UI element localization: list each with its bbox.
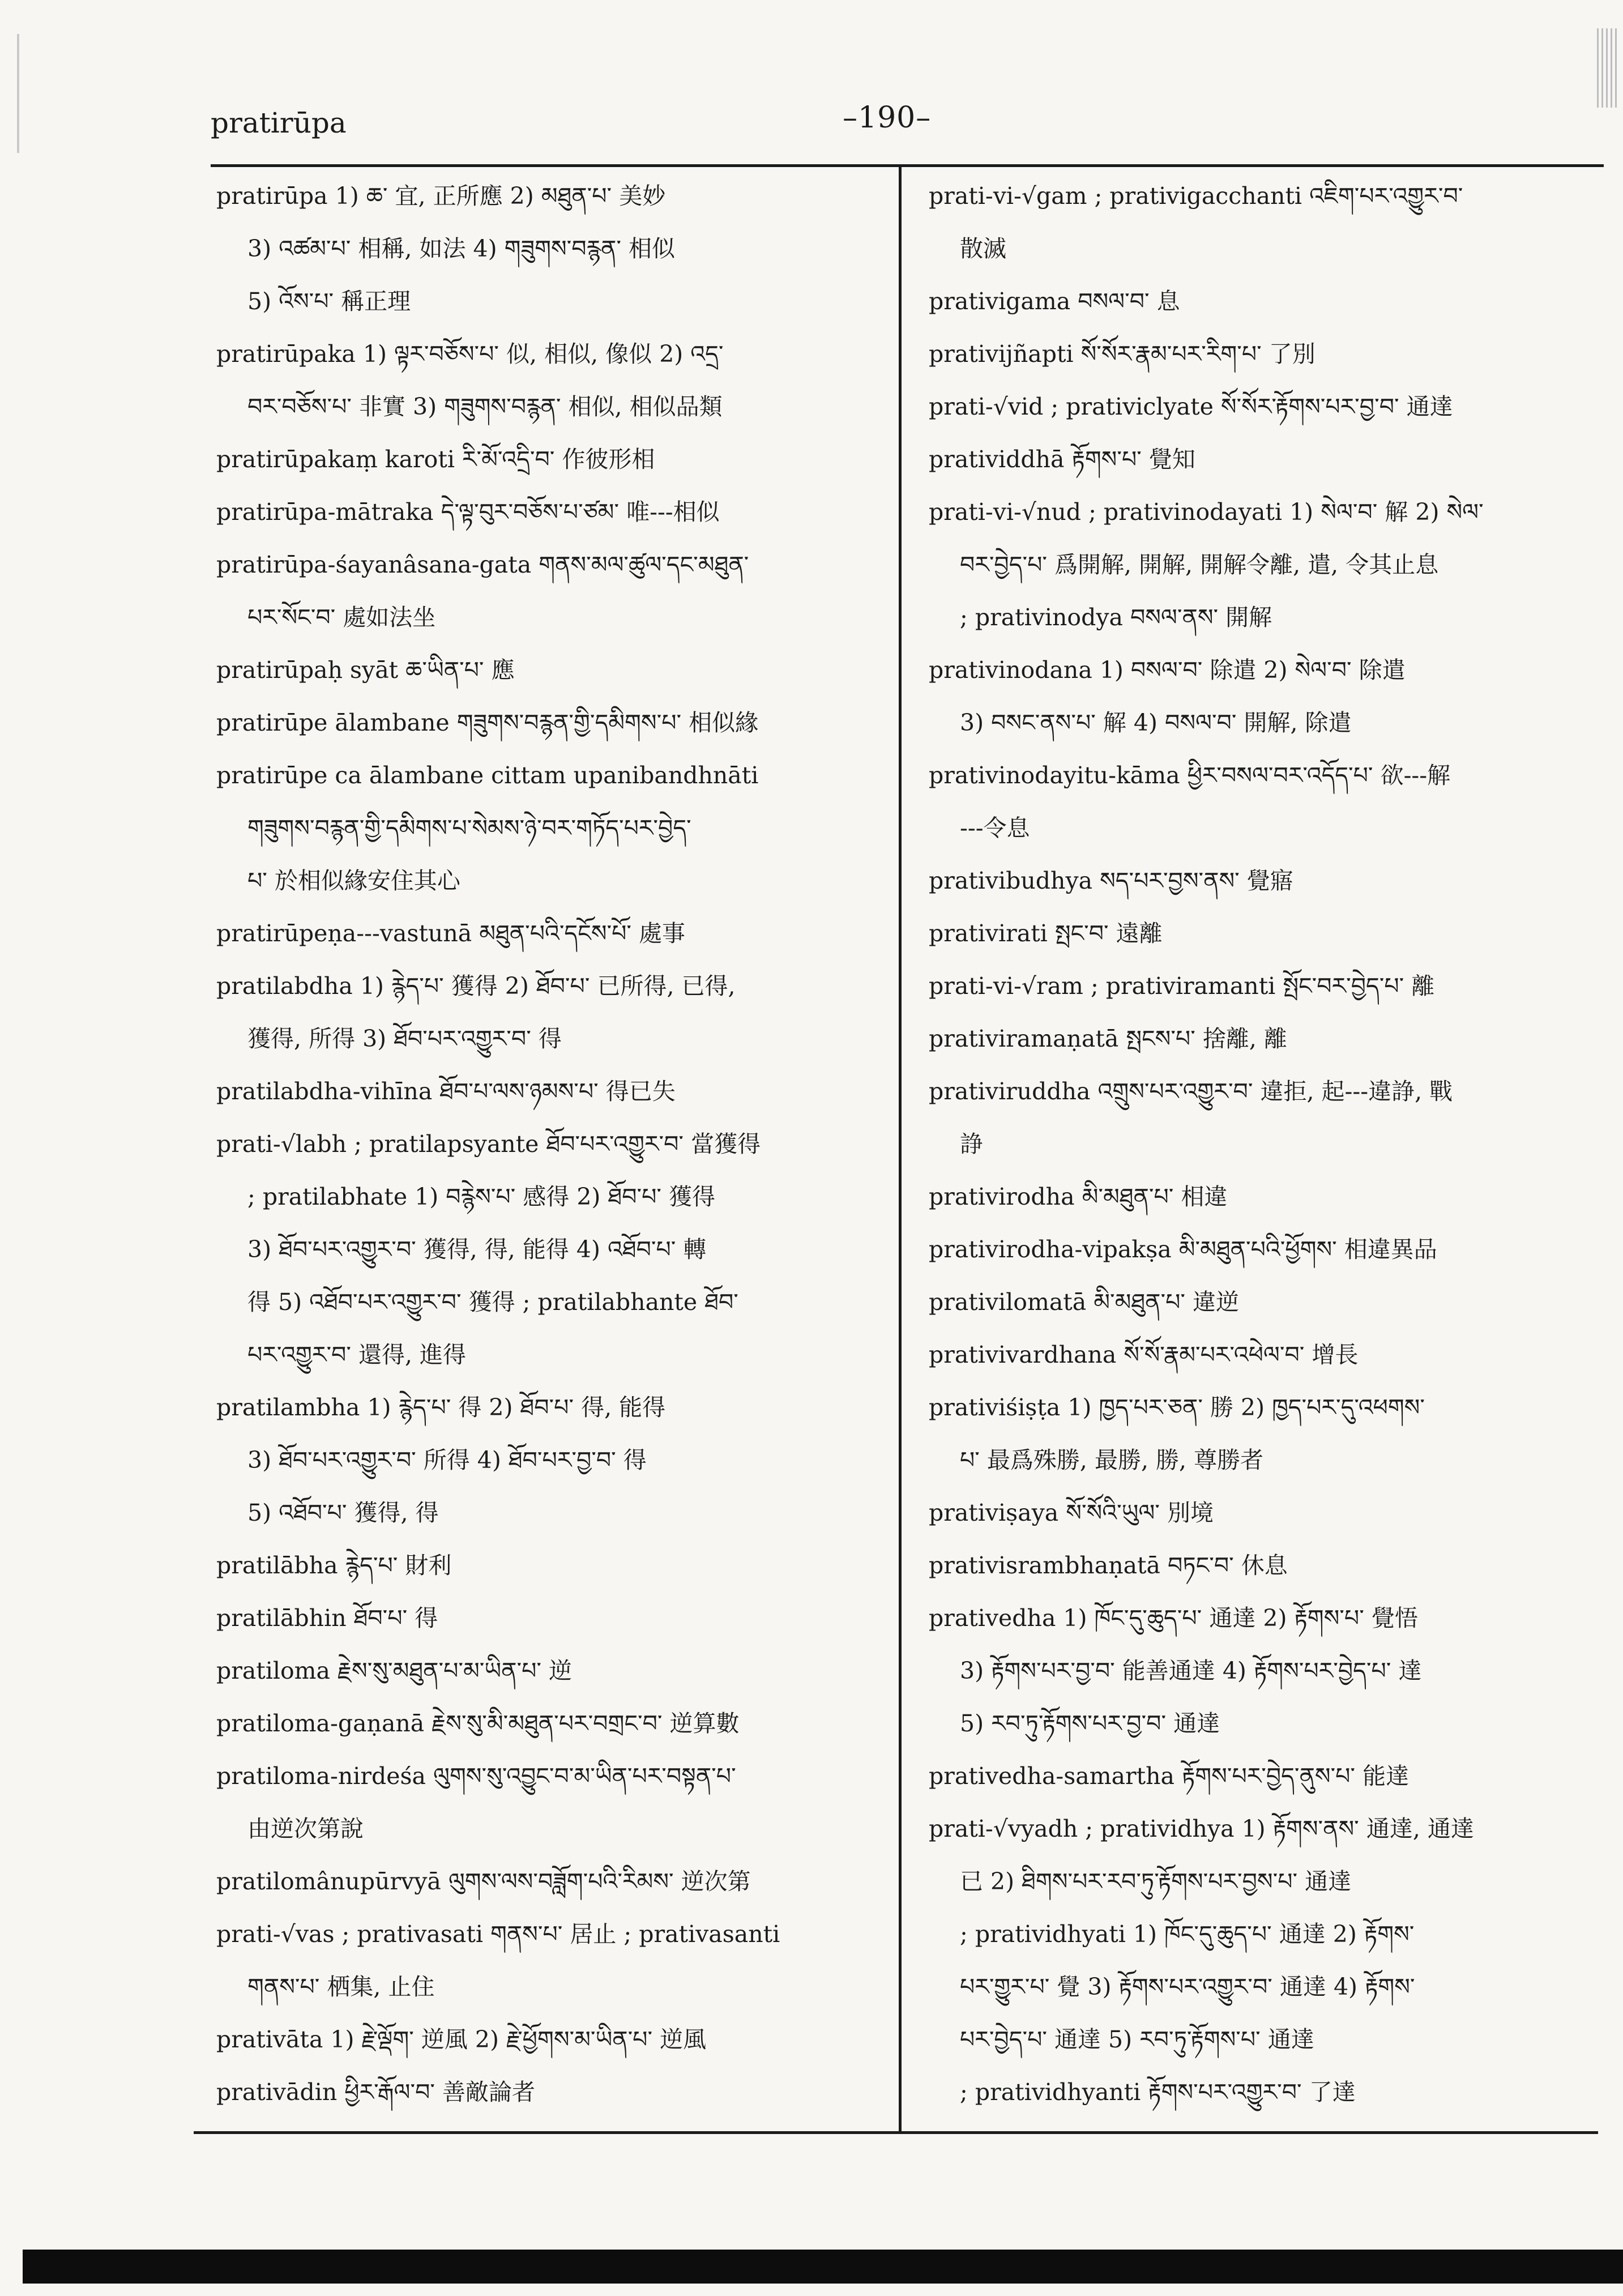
entry-headline: pratilābha རྙེད་པ་ 財利: [216, 1552, 452, 1579]
entry-headline: prati-vi-√nud ; prativinodayati 1) སེལ་བ་ 解 2) སེལ་: [929, 498, 1484, 526]
dictionary-entry: [216, 644, 879, 697]
dictionary-entry: [216, 170, 879, 328]
entry-headline: pratividdhā རྟོགས་པ་ 覺知: [929, 446, 1195, 473]
dictionary-entry: [216, 486, 879, 539]
entry-continuation: 3) ཐོབ་པར་འགྱུར་བ་ 所得 4) ཐོབ་པར་བྱ་བ་ 得: [247, 1446, 647, 1474]
page-number: –190–: [843, 101, 932, 135]
left-column: [216, 170, 879, 2118]
entry-headline: pratirūpe ālambane གཟུགས་བརྙན་གྱི་དམིགས་པ་ 相似緣: [216, 709, 759, 736]
entry-headline: prativinodana 1) བསལ་བ་ 除遣 2) སེལ་བ་ 除遣: [929, 656, 1406, 684]
entry-continuation: ; prativinodya བསལ་ནས་ 開解: [960, 604, 1272, 631]
entry-headline: pratiloma རྗེས་སུ་མཐུན་པ་མ་ཡིན་པ་ 逆: [216, 1657, 572, 1684]
scan-bottom-shadow: [23, 2250, 1623, 2284]
entry-continuation: 3) བསང་ནས་པ་ 解 4) བསལ་བ་ 開解, 除遣: [960, 709, 1352, 736]
dictionary-entry: [216, 1855, 879, 1908]
entry-headline: prativijñapti སོ་སོར་རྣམ་པར་རིག་པ་ 了別: [929, 340, 1316, 368]
entry-continuation: 5) རབ་ཏུ་རྟོགས་པར་བྱ་བ་ 通達: [960, 1710, 1220, 1737]
entry-continuation: ; pratilabhate 1) བརྙེས་པ་ 感得 2) ཐོབ་པ་ 獲得: [247, 1183, 716, 1210]
entry-headline: prativisrambhaṇatā བཏང་བ་ 休息: [929, 1552, 1288, 1579]
entry-headline: pratirūpa-mātraka དེ་ལྟ་བུར་བཅོས་པ་ཙམ་ 唯---相似: [216, 498, 720, 526]
entry-headline: prativedha-samartha རྟོགས་པར་བྱེད་ནུས་པ་ 能達: [929, 1762, 1410, 1790]
dictionary-entry: [216, 433, 879, 486]
dictionary-entry: [216, 907, 879, 960]
dictionary-entry: [216, 2066, 879, 2118]
entry-headline: prativedha 1) ཁོང་དུ་ཆུད་པ་ 通達 2) རྟོགས་པ་ 覺悟: [929, 1604, 1418, 1632]
dictionary-entry: [216, 1908, 879, 2013]
entry-continuation: པར་བྱེད་པ་ 通達 5) རབ་ཏུ་རྟོགས་པ་ 通達: [960, 2026, 1314, 2053]
dictionary-entry: [929, 1539, 1591, 1592]
entry-continuation: 得 5) འཐོབ་པར་འགྱུར་བ་ 獲得 ; pratilabhante ཐོབ་: [247, 1288, 738, 1316]
dictionary-entry: [929, 1223, 1591, 1276]
running-head: pratirūpa: [211, 106, 347, 139]
dictionary-entry: [929, 1592, 1591, 1750]
scan-corner-mark: [1597, 28, 1620, 108]
entry-continuation: 3) ཐོབ་པར་འགྱུར་བ་ 獲得, 得, 能得 4) འཐོབ་པ་ 轉: [247, 1236, 707, 1263]
dictionary-entry: [929, 1013, 1591, 1065]
entry-continuation: 散滅: [960, 235, 1006, 262]
entry-continuation: ; pratividhyanti རྟོགས་པར་འགྱུར་བ་ 了達: [960, 2079, 1356, 2106]
entry-continuation: 已 2) ཐིགས་པར་རབ་ཏུ་རྟོགས་པར་བྱས་པ་ 通達: [960, 1868, 1352, 1895]
entry-headline: prativiruddha འགྲུས་པར་འགྱུར་བ་ 違拒, 起---違諍, 戰: [929, 1078, 1453, 1105]
entry-headline: prativirati སྤང་བ་ 遠離: [929, 920, 1163, 947]
entry-headline: prati-vi-√ram ; prativiramanti སྤོང་བར་བྱེད་པ་ 離: [929, 972, 1435, 1000]
dictionary-entry: [216, 1645, 879, 1697]
entry-headline: prativigama བསལ་བ་ 息: [929, 288, 1180, 315]
dictionary-entry: [216, 539, 879, 644]
entry-continuation: 由逆次第說: [247, 1815, 364, 1842]
scan-edge-mark: [17, 34, 19, 153]
footer-rule: [194, 2131, 1598, 2134]
entry-continuation: པར་སོང་བ་ 處如法坐: [247, 604, 436, 631]
dictionary-entry: [929, 1276, 1591, 1329]
entry-continuation: པར་འགྱུར་བ་ 還得, 進得: [247, 1341, 467, 1368]
entry-headline: prativivardhana སོ་སོ་རྣམ་པར་འཕེལ་བ་ 增長: [929, 1341, 1359, 1368]
entry-headline: prati-vi-√gam ; prativigacchanti འཇིག་པར་འགྱུར་བ་: [929, 182, 1463, 210]
entry-headline: prativibudhya སད་པར་བྱས་ནས་ 覺寤: [929, 867, 1293, 894]
entry-headline: pratirūpa 1) ཆ་ 宜, 正所應 2) མཐུན་པ་ 美妙: [216, 182, 666, 210]
entry-headline: pratirūpeṇa---vastunā མཐུན་པའི་དངོས་པོ་ 處事: [216, 920, 686, 947]
entry-continuation: བར་བཅོས་པ་ 非實 3) གཟུགས་བརྙན་ 相似, 相似品類: [247, 393, 723, 420]
dictionary-entry: [929, 1171, 1591, 1223]
dictionary-entry: [929, 749, 1591, 855]
entry-continuation: པ་ 於相似緣安住其心: [247, 867, 460, 894]
entry-continuation: ---令息: [960, 814, 1030, 842]
header-rule: [211, 164, 1604, 167]
dictionary-entry: [929, 960, 1591, 1013]
entry-headline: prativāta 1) རྗེ་ལྡོག་ 逆風 2) རྗེ་ཕྱོགས་མ་ཡིན་པ་ 逆風: [216, 2026, 707, 2053]
dictionary-entry: [216, 1750, 879, 1855]
dictionary-entry: [216, 697, 879, 749]
entry-headline: pratirūpaḥ syāt ཆ་ཡིན་པ་ 應: [216, 656, 515, 684]
dictionary-entry: [929, 907, 1591, 960]
entry-continuation: 5) འཐོབ་པ་ 獲得, 得: [247, 1499, 439, 1526]
right-column: [929, 170, 1591, 2118]
dictionary-entry: [216, 2013, 879, 2066]
entry-headline: pratilābhin ཐོབ་པ་ 得: [216, 1604, 438, 1632]
dictionary-entry: [929, 855, 1591, 907]
dictionary-entry: [216, 1697, 879, 1750]
entry-continuation: 3) རྟོགས་པར་བྱ་བ་ 能善通達 4) རྟོགས་པར་བྱེད་པ་ 達: [960, 1657, 1422, 1684]
entry-headline: pratirūpe ca ālambane cittam upanibandhnāti: [216, 762, 759, 789]
entry-headline: pratirūpa-śayanâsana-gata གནས་མལ་ཚུལ་དང་མཐུན་: [216, 551, 749, 578]
entry-continuation: བར་བྱེད་པ་ 爲開解, 開解, 開解令離, 遣, 令其止息: [960, 551, 1439, 578]
entry-headline: prativirodha མི་མཐུན་པ་ 相違: [929, 1183, 1228, 1210]
entry-headline: pratirūpakaṃ karoti རི་མོ་འདྲི་བ་ 作彼形相: [216, 446, 655, 473]
entry-headline: pratilabdha-vihīna ཐོབ་པ་ལས་ཉམས་པ་ 得已失: [216, 1078, 676, 1105]
dictionary-entry: [929, 381, 1591, 433]
entry-continuation: པ་ 最爲殊勝, 最勝, 勝, 尊勝者: [960, 1446, 1264, 1474]
entry-headline: prati-√vid ; prativiclyate སོ་སོར་རྟོགས་པར་བྱ་བ་ 通達: [929, 393, 1453, 420]
dictionary-entry: [929, 433, 1591, 486]
dictionary-entry: [929, 1329, 1591, 1381]
dictionary-entry: [929, 170, 1591, 275]
dictionary-entry: [929, 486, 1591, 644]
dictionary-entry: [216, 328, 879, 433]
entry-headline: pratiloma-nirdeśa ལུགས་སུ་འབྱུང་བ་མ་ཡིན་པར་བསྟན་པ་: [216, 1762, 736, 1790]
entry-continuation: 3) འཚམ་པ་ 相稱, 如法 4) གཟུགས་བརྙན་ 相似: [247, 235, 676, 262]
entry-headline: prativilomatā མི་མཐུན་པ་ 違逆: [929, 1288, 1240, 1316]
entry-continuation: 諍: [960, 1130, 983, 1158]
dictionary-entry: [929, 1487, 1591, 1539]
entry-headline: prativiramaṇatā སྤངས་པ་ 捨離, 離: [929, 1025, 1287, 1052]
entry-headline: pratilomânupūrvyā ལུགས་ལས་བཟློག་པའི་རིམས་ 逆次第: [216, 1868, 751, 1895]
entry-headline: prati-√vas ; prativasati གནས་པ་ 居止 ; prativasanti: [216, 1921, 780, 1948]
entry-headline: prativiṣaya སོ་སོའི་ཡུལ་ 別境: [929, 1499, 1214, 1526]
dictionary-entry: [216, 1065, 879, 1118]
entry-continuation: 5) འོས་པ་ 稱正理: [247, 288, 411, 315]
entry-headline: prativirodha-vipakṣa མི་མཐུན་པའི་ཕྱོགས་ 相違異品: [929, 1236, 1437, 1263]
entry-continuation: ; pratividhyati 1) ཁོང་དུ་ཆུད་པ་ 通達 2) རྟོགས་: [960, 1921, 1415, 1948]
dictionary-entry: [929, 1803, 1591, 2118]
dictionary-entry: [216, 1118, 879, 1381]
entry-headline: prati-√vyadh ; pratividhya 1) རྟོགས་ནས་ 通達, 通達: [929, 1815, 1474, 1842]
dictionary-entry: [216, 1539, 879, 1592]
entry-headline: prativiśiṣṭa 1) ཁྱད་པར་ཅན་ 勝 2) ཁྱད་པར་དུ་འཕགས་: [929, 1394, 1425, 1421]
dictionary-entry: [929, 328, 1591, 381]
column-divider: [899, 167, 902, 2132]
entry-continuation: གཟུགས་བརྙན་གྱི་དམིགས་པ་སེམས་ཉེ་བར་གཏོད་པར་བྱེད་: [247, 814, 691, 842]
dictionary-entry: [216, 1381, 879, 1539]
dictionary-entry: [929, 275, 1591, 328]
entry-headline: pratiloma-gaṇanā རྗེས་སུ་མི་མཐུན་པར་བགྲང་བ་ 逆算數: [216, 1710, 740, 1737]
dictionary-entry: [929, 644, 1591, 749]
entry-headline: prativādin ཕྱིར་རྒོལ་བ་ 善敵論者: [216, 2079, 536, 2106]
entry-continuation: 獲得, 所得 3) ཐོབ་པར་འགྱུར་བ་ 得: [247, 1025, 562, 1052]
entry-headline: pratirūpaka 1) ལྟར་བཅོས་པ་ 似, 相似, 像似 2) འདྲ་: [216, 340, 724, 368]
entry-headline: pratilambha 1) རྙེད་པ་ 得 2) ཐོབ་པ་ 得, 能得: [216, 1394, 666, 1421]
entry-continuation: གནས་པ་ 栖集, 止住: [247, 1973, 435, 2000]
entry-headline: prativinodayitu-kāma ཕྱིར་བསལ་བར་འདོད་པ་ 欲---解: [929, 762, 1451, 789]
dictionary-entry: [929, 1750, 1591, 1803]
entry-headline: pratilabdha 1) རྙེད་པ་ 獲得 2) ཐོབ་པ་ 已所得, 已得,: [216, 972, 736, 1000]
dictionary-entry: [216, 749, 879, 907]
entry-headline: prati-√labh ; pratilapsyante ཐོབ་པར་འགྱུར་བ་ 當獲得: [216, 1130, 761, 1158]
dictionary-entry: [216, 1592, 879, 1645]
dictionary-entry: [216, 960, 879, 1065]
entry-continuation: པར་གྱུར་པ་ 覺 3) རྟོགས་པར་འགྱུར་བ་ 通達 4) རྟོགས་: [960, 1973, 1415, 2000]
dictionary-entry: [929, 1065, 1591, 1171]
dictionary-entry: [929, 1381, 1591, 1487]
